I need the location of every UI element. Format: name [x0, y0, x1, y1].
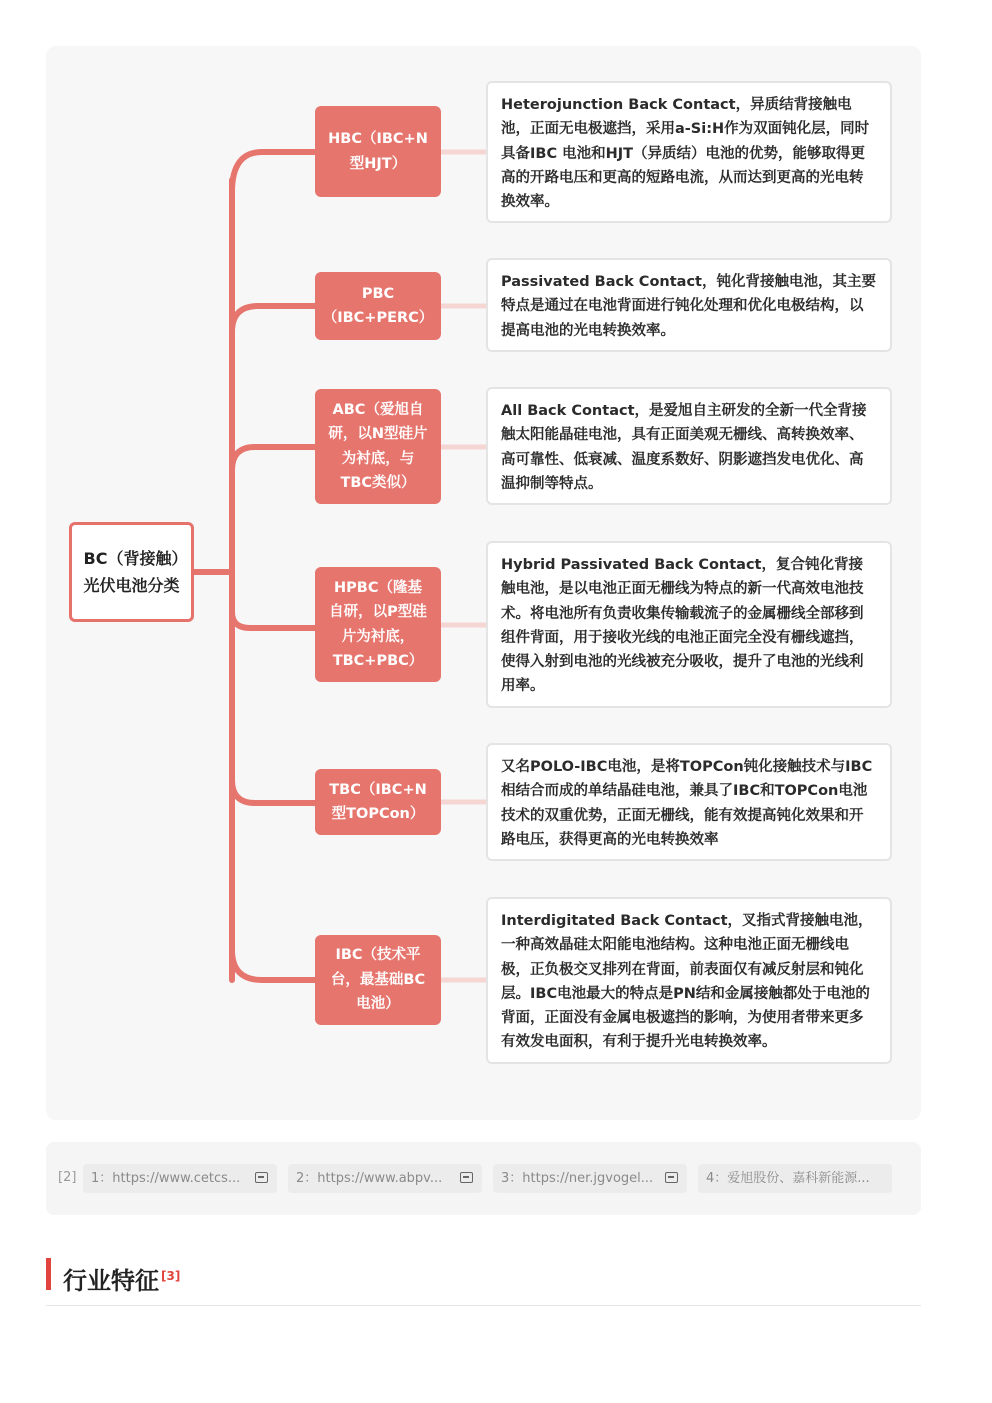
description-hbc: Heterojunction Back Contact，异质结背接触电池，正面无电极遮挡，采用a-Si:H作为双面钝化层，同时具备IBC 电池和HJT（异质结）电池的优势，能够取得更高的开路电压和更高的短路电流，从而达到更高的光电转换效率。: [486, 81, 892, 223]
branch-ibc: IBC（技术平台，最基础BC电池）: [315, 935, 441, 1025]
connector-tbc: [232, 780, 315, 803]
description-abc: All Back Contact，是爱旭自主研发的全新一代全背接触太阳能晶硅电池，具有正面美观无栅线、高转换效率、高可靠性、低衰减、温度系数好、阴影遮挡发电优化、高温抑制等特点。: [486, 387, 892, 505]
reference-link-2[interactable]: [288, 1164, 482, 1193]
reference-tag: [2]: [58, 1170, 77, 1185]
link-icon: [665, 1172, 678, 1183]
description-hpbc: Hybrid Passivated Back Contact，复合钝化背接触电池，是以电池正面无栅线为特点的新一代高效电池技术。将电池所有负责收集传输载流子的金属栅线全部移到组件背面，用于接收光线的电池正面完全没有栅线遮挡，使得入射到电池的光线被充分吸收，提升了电池的光线利用率。: [486, 541, 892, 708]
connector-hbc: [232, 152, 315, 192]
section-divider: [46, 1305, 921, 1306]
link-icon: [255, 1172, 268, 1183]
branch-hbc: HBC（IBC+N型HJT）: [315, 106, 441, 197]
description-pbc: Passivated Back Contact，钝化背接触电池，其主要特点是通过在电池背面进行钝化处理和优化电极结构，以提高电池的光电转换效率。: [486, 258, 892, 352]
references-bar: [46, 1142, 921, 1215]
reference-label: 4：爱旭股份、嘉科新能源...: [706, 1171, 870, 1186]
reference-label: 2：https://www.abpv...: [296, 1171, 443, 1186]
connector-pbc: [232, 306, 315, 332]
reference-link-1[interactable]: [83, 1164, 277, 1193]
branch-hpbc: HPBC（隆基自研，以P型硅片为衬底，TBC+PBC）: [315, 567, 441, 682]
section-title: [63, 1258, 180, 1299]
section-title-text: 行业特征: [63, 1267, 159, 1295]
reference-label: 1：https://www.cetcs...: [91, 1171, 241, 1186]
description-ibc: Interdigitated Back Contact，叉指式背接触电池，一种高效晶硅太阳能电池结构。这种电池正面无栅线电极，正负极交叉排列在背面，前表面仅有减反射层和钝化层。IBC电池最大的特点是PN结和金属接触都处于电池的背面，正面没有金属电极遮挡的影响，为使用者带来更多有效发电面积，有利于提升光电转换效率。: [486, 897, 892, 1064]
reference-link-4[interactable]: [698, 1164, 892, 1193]
branch-pbc: PBC（IBC+PERC）: [315, 272, 441, 340]
link-icon: [460, 1172, 473, 1183]
connector-abc: [232, 447, 315, 470]
connector-hpbc: [232, 612, 315, 628]
section-title-reference[interactable]: [3]: [161, 1269, 181, 1283]
connector-ibc: [232, 950, 315, 980]
description-tbc: 又名POLO-IBC电池，是将TOPCon钝化接触技术与IBC相结合而成的单结晶硅电池，兼具了IBC和TOPCon电池技术的双重优势，正面无栅线，能有效提高钝化效果和开路电压，获得更高的光电转换效率: [486, 743, 892, 861]
branch-abc: ABC（爱旭自研，以N型硅片为衬底，与TBC类似）: [315, 389, 441, 504]
reference-label: 3：https://ner.jgvogel...: [501, 1171, 654, 1186]
branch-tbc: TBC（IBC+N型TOPCon）: [315, 769, 441, 835]
section-title-bar: [46, 1258, 51, 1290]
root-node: BC（背接触）光伏电池分类: [69, 522, 194, 622]
reference-link-3[interactable]: [493, 1164, 687, 1193]
